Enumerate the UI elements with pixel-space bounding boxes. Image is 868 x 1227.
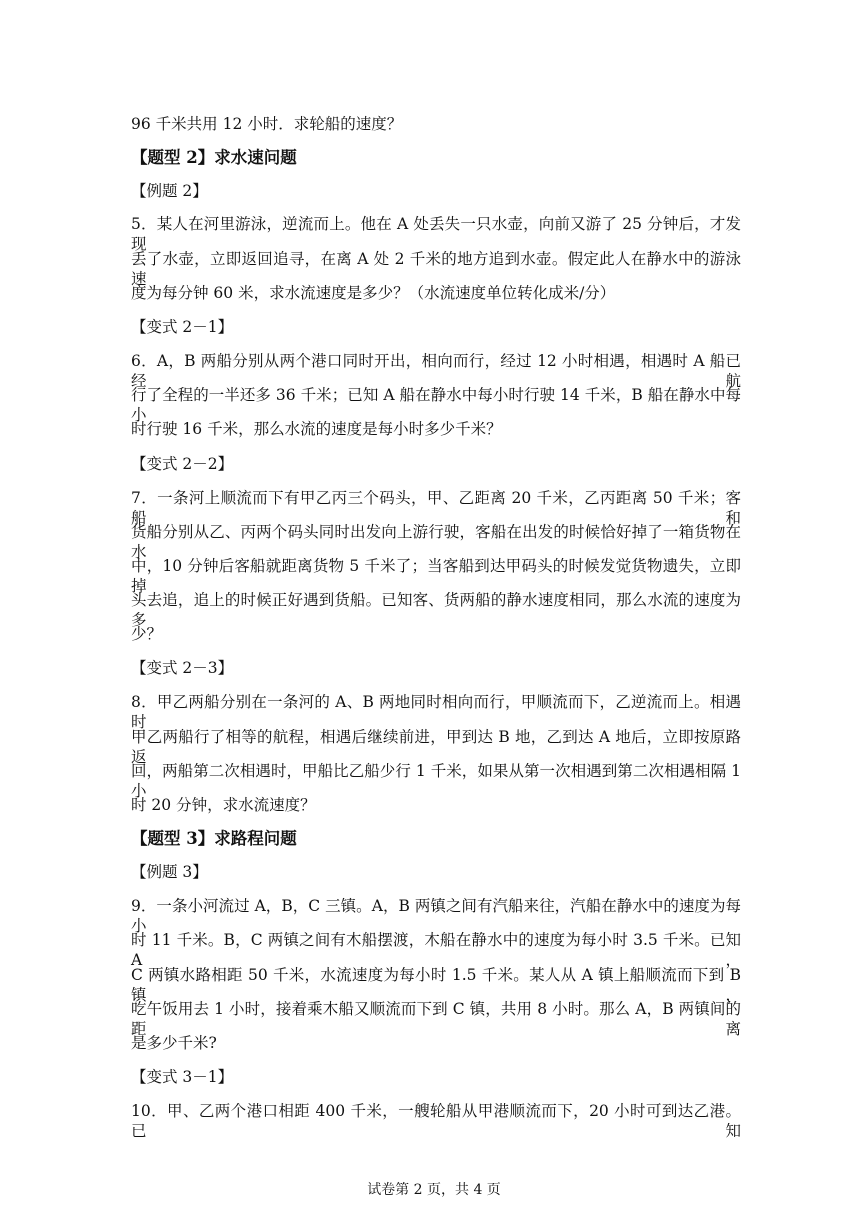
- text-line: 行了全程的一半还多 36 千米；已知 A 船在静水中每小时行驶 14 千米，B 船在静水中每小: [131, 386, 741, 424]
- example-label: 【例题 2】: [131, 182, 208, 200]
- text-line: 7．一条河上顺流而下有甲乙丙三个码头，甲、乙距离 20 千米，乙丙距离 50 千米；客船和: [131, 489, 741, 527]
- text-line: 度为每分钟 60 米，求水流速度是多少？（水流速度单位转化成米/分）: [131, 284, 616, 302]
- text-line: 8．甲乙两船分别在一条河的 A、B 两地同时相向而行，甲顺流而下，乙逆流而上。相遇时: [131, 693, 741, 731]
- variant-label: 【变式 2－3】: [131, 659, 234, 677]
- text-line: 时行驶 16 千米，那么水流的速度是每小时多少千米？: [131, 420, 502, 438]
- variant-label: 【变式 3－1】: [131, 1068, 234, 1086]
- text-line: 吃午饭用去 1 小时，接着乘木船又顺流而下到 C 镇，共用 8 小时。那么 A，B 两镇间的距离: [131, 1000, 741, 1038]
- text-line: 中，10 分钟后客船就距离货物 5 千米了；当客船到达甲码头的时候发觉货物遗失，立即掉: [131, 557, 741, 595]
- section-heading: 【题型 2】求水速问题: [131, 148, 297, 167]
- text-line: 96 千米共用 12 小时．求轮船的速度？: [131, 115, 403, 133]
- text-line: 10．甲、乙两个港口相距 400 千米，一艘轮船从甲港顺流而下，20 小时可到达乙港。已知: [131, 1102, 741, 1140]
- text-line: 6．A，B 两船分别从两个港口同时开出，相向而行，经过 12 小时相遇，相遇时 A 船已经航: [131, 352, 741, 390]
- text-line: 回，两船第二次相遇时，甲船比乙船少行 1 千米，如果从第一次相遇到第二次相遇相隔 1 小: [131, 762, 741, 800]
- text-line: 时 11 千米。B，C 两镇之间有木船摆渡，木船在静水中的速度为每小时 3.5 千米。已知 A，: [131, 931, 741, 969]
- text-line: 货船分别从乙、丙两个码头同时出发向上游行驶，客船在出发的时候恰好掉了一箱货物在水: [131, 523, 741, 561]
- section-heading: 【题型 3】求路程问题: [131, 829, 297, 848]
- text-line: 9．一条小河流过 A，B，C 三镇。A，B 两镇之间有汽船来往，汽船在静水中的速度为每小: [131, 897, 741, 935]
- variant-label: 【变式 2－2】: [131, 455, 234, 473]
- text-line: 甲乙两船行了相等的航程，相遇后继续前进，甲到达 B 地，乙到达 A 地后，立即按原路返: [131, 728, 741, 766]
- text-line: C 两镇水路相距 50 千米，水流速度为每小时 1.5 千米。某人从 A 镇上船顺流而下到 B 镇，: [131, 966, 741, 1004]
- text-line: 时 20 分钟，求水流速度？: [131, 796, 316, 814]
- page-footer: 试卷第 2 页，共 4 页: [367, 1182, 501, 1198]
- text-line: 头去追，追上的时候正好遇到货船。已知客、货两船的静水速度相同，那么水流的速度为多: [131, 591, 741, 629]
- text-line: 5．某人在河里游泳，逆流而上。他在 A 处丢失一只水壶，向前又游了 25 分钟后，才发现: [131, 215, 741, 253]
- example-label: 【例题 3】: [131, 863, 208, 881]
- text-line: 少？: [131, 625, 163, 643]
- text-line: 是多少千米?: [131, 1034, 217, 1052]
- text-line: 丢了水壶，立即返回追寻，在离 A 处 2 千米的地方追到水壶。假定此人在静水中的游泳速: [131, 250, 741, 288]
- variant-label: 【变式 2－1】: [131, 318, 234, 336]
